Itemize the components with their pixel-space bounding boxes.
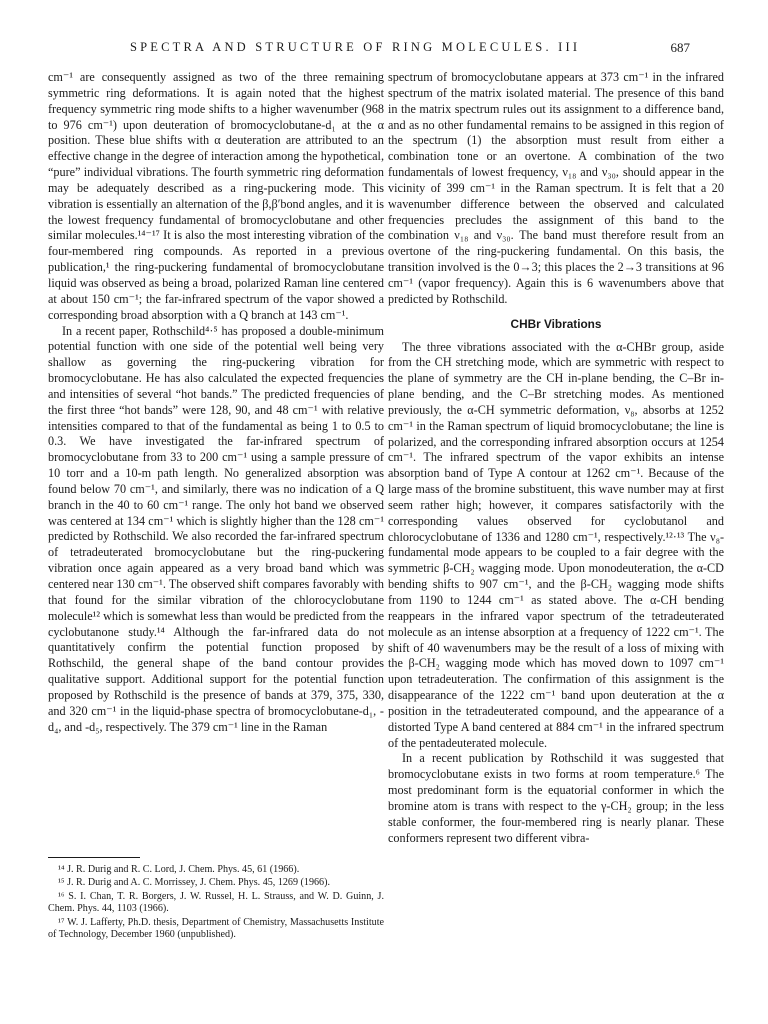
footnotes xyxy=(48,864,384,942)
paragraph-overtone: spectrum of bromocyclobutane appears at 373 cm⁻¹ in the infrared spectrum of the matrix isolated material. The presence of this band in the matrix spectrum rules out its assignment to a difference band, and as no other fundamental remains to be assigned in this region of the spectrum (1) the absorption must result from either a combination tone or an overtone. A combination of the two fundamentals of lowest frequency, ν₁₈ and ν₃₀, should appear in the vicinity of 399 cm⁻¹ in the Raman spectrum. It is felt that a 20 wavenumber difference between the observed and calculated frequencies precludes the assignment of this band to the combination ν₁₈ and ν₃₀. The band must therefore result from an overtone of the ring-puckering fundamental. On this basis, the transition involved is the 0→3; this places the 2→3 transitions at 96 cm⁻¹ (vapor frequency). Again this is 6 wavenumbers above that predicted by Rothschild. xyxy=(388,70,724,306)
paragraph-ring-deformations: cm⁻¹ are consequently assigned as two of the three remaining symmetric ring deformations. It is again noted that the highest frequency symmetric ring mode shifts to a higher wavenumber (968 to 976 cm⁻¹) upon deuteration of bromocyclobutane-d₁ at the α position. These blue shifts with α deuteration are attributed to an effective change in the degree of interaction among the hypothetical, “pure” individual vibrations. The fourth symmetric ring deformation may be adequately described as a ring-puckering mode. This vibration is essentially an alternation of the β,β′bond angles, and it is the lowest frequency fundamental of bromocyclobutane and other similar molecules.¹⁴⁻¹⁷ It is also the most interesting vibration of the four-membered ring compounds. As reported in a previous publication,¹ the ring-puckering fundamental of bromocyclobutane liquid was observed as being a broad, polarized Raman line centered at about 150 cm⁻¹; the far-infrared spectrum of the vapor showed a corresponding broad absorption with a Q branch at 143 cm⁻¹. xyxy=(48,70,384,322)
footnote-14: ¹⁴ J. R. Durig and R. C. Lord, J. Chem. Phys. 45, 61 (1966). xyxy=(58,864,300,875)
section-heading: CHBr Vibrations xyxy=(510,316,602,331)
paragraph-rothschild-potential: In a recent paper, Rothschild⁴·⁵ has proposed a double-minimum potential function with one side of the potential well being very shallow as governing the ring-puckering vibration for bromocyclobutane. He has also calculated the expected frequencies and intensities of several “hot bands.” The predicted frequencies of the first three “hot bands” were 128, 90, and 48 cm⁻¹ with relative intensities compared to that of the fundamental as being 1 to 0.5 to 0.3. We have investigated the far-infrared spectrum of bromocyclobutane from 33 to 200 cm⁻¹ using a sample pressure of 10 torr and a 10-m path length. No generalized absorption was found below 70 cm⁻¹, and similarly, there was no indication of a Q branch in the 40 to 60 cm⁻¹ range. The only hot band we observed was centered at 134 cm⁻¹ which is slightly higher than the 128 cm⁻¹ predicted by Rothschild. We also recorded the far-infrared spectrum of tetradeuterated bromocyclobutane but the ring-puckering vibration once again appeared as a very broad band which was centered near 130 cm⁻¹. The observed shift compares favorably with that found for the similar vibration of the chlorocyclobutane molecule¹² which is somewhat less than would be predicted from the cyclobutanone study.¹⁴ Although the far-infrared data do not quantitatively confirm the potential function proposed by Rothschild, the general shape of the band contour provides qualitative support. Additional support for the potential function proposed by Rothschild is the presence of bands at 379, 375, 330, and 320 cm⁻¹ in the liquid-phase spectra of bromocyclobutane-d₁, -d₄, and -d₅, respectively. The 379 cm⁻¹ line in the Raman xyxy=(48,323,384,734)
running-head xyxy=(0,40,768,60)
left-column xyxy=(48,70,384,735)
page-number: 687 xyxy=(670,40,690,55)
paragraph-chbr-vibrations: The three vibrations associated with the α-CHBr group, aside from the CH stretching mode, which are symmetric with respect to the plane of symmetry are the CH in-plane bending, the C–Br in-plane bending, and the C–Br stretching modes. As mentioned previously, the α-CH symmetric deformation, ν₈, absorbs at 1252 cm⁻¹ in the Raman spectrum of liquid bromocyclobutane; the line is polarized, and the corresponding infrared absorption occurs at 1254 cm⁻¹. The infrared spectrum of the vapor exhibits an intense absorption band of Type A contour at 1262 cm⁻¹. Because of the large mass of the bromine substituent, this wave number may at first seem rather high; however, it compares satisfactorily with the corresponding values observed for cyclobutanol and chlorocyclobutane of 1336 and 1280 cm⁻¹, respectively.¹²·¹³ The ν₈-fundamental mode appears to be coupled to a fair degree with the symmetric β-CH₂ wagging mode. Upon monodeuteration, the α-CD bending shifts to 907 cm⁻¹, and the β-CH₂ wagging mode shifts from 1190 to 1244 cm⁻¹ as stated above. The α-CH bending reappears in the infrared vapor spectrum of the tetradeuterated molecule as an intense absorption at a frequency of 1222 cm⁻¹. The shift of 40 wavenumbers may be the result of a loss of mixing with the β-CH₂ wagging mode which has moved down to 1097 cm⁻¹ upon tetradeuteration. The confirmation of this assignment is the disappearance of the 1222 cm⁻¹ band upon deuteration at the α position in the tetradeuterated compound, and the appearance of a distorted Type A band centered at 884 cm⁻¹ in the infrared spectrum of the pentadeuterated molecule. xyxy=(388,339,724,750)
paragraph-conformers: In a recent publication by Rothschild it was suggested that bromocyclobutane exists in two forms at room temperature.⁶ The most predominant form is the equatorial conformer in which the bromine atom is trans with respect to the γ-CH₂ group; in the less stable conformer, the four-membered ring is nearly planar. These conformers represent two different vibra- xyxy=(388,751,724,845)
footnote-divider xyxy=(48,857,140,858)
right-column xyxy=(388,70,724,847)
footnote-16: ¹⁶ S. I. Chan, T. R. Borgers, J. W. Russel, H. L. Strauss, and W. D. Guinn, J. Chem. Phys. 44, 1103 (1966). xyxy=(48,890,384,915)
footnote-17: ¹⁷ W. J. Lafferty, Ph.D. thesis, Department of Chemistry, Massachusetts Institute of Technology, December 1960 (unpublished). xyxy=(48,916,384,941)
running-head-title: SPECTRA AND STRUCTURE OF RING MOLECULES. III xyxy=(130,40,581,54)
footnote-15: ¹⁵ J. R. Durig and A. C. Morrissey, J. Chem. Phys. 45, 1269 (1966). xyxy=(58,877,330,889)
